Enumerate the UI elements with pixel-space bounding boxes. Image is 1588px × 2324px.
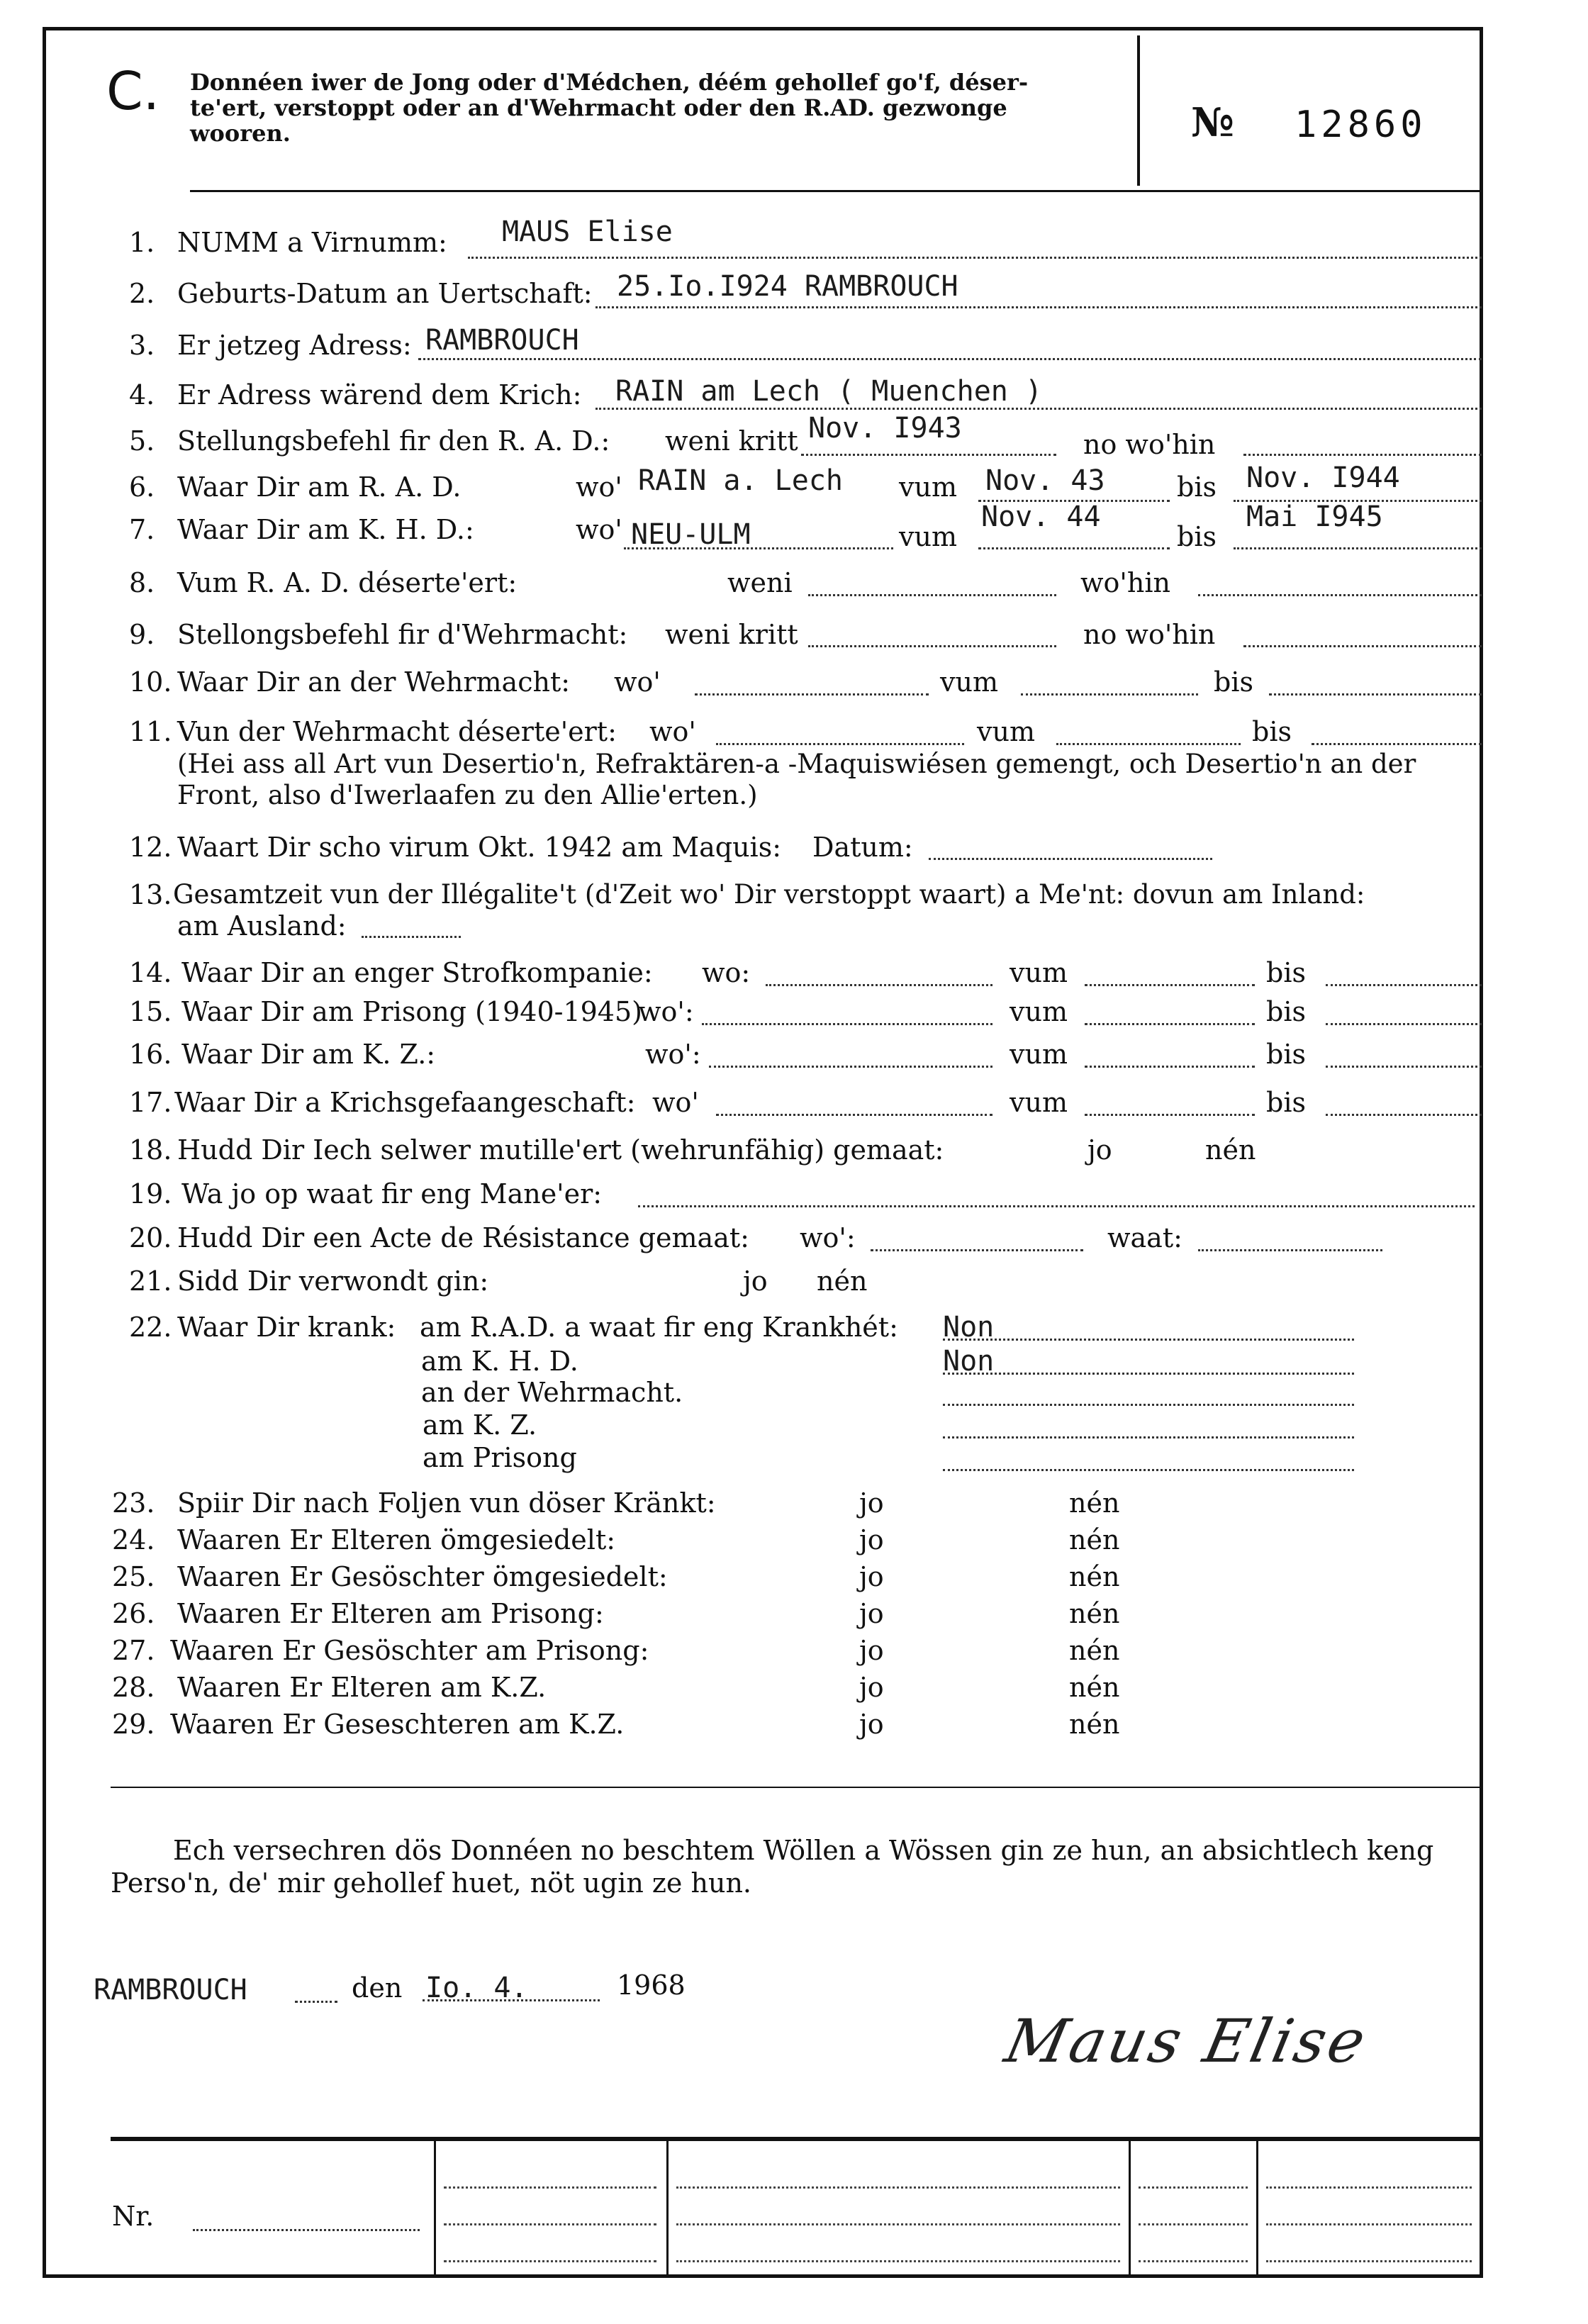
row-22-sub-5-line bbox=[943, 1469, 1354, 1471]
row-24-jo: jo bbox=[859, 1524, 884, 1555]
row-5-weni-value: Nov. I943 bbox=[808, 412, 962, 445]
footer-cell-1-line-1 bbox=[444, 2186, 656, 2189]
row-25-label: Waaren Er Gesöschter ömgesiedelt: bbox=[177, 1561, 668, 1592]
row-22-num: 22. bbox=[129, 1312, 172, 1343]
row-14-num: 14. bbox=[129, 957, 172, 988]
row-26-jo: jo bbox=[859, 1598, 884, 1629]
row-5-label: Stellungsbefehl fir den R. A. D.: bbox=[177, 425, 610, 457]
row-2-line bbox=[596, 306, 1482, 308]
row-4-value: RAIN am Lech ( Muenchen ) bbox=[615, 375, 1043, 408]
signing-den: den bbox=[352, 1972, 403, 2004]
row-21-jo: jo bbox=[743, 1266, 768, 1297]
header-title-line-2: te'ert, verstoppt oder an d'Wehrmacht oder den R.AD. gezwonge bbox=[190, 94, 1007, 121]
row-2-value: 25.Io.I924 RAMBROUCH bbox=[617, 270, 958, 303]
row-5-wohin: no wo'hin bbox=[1083, 429, 1216, 460]
row-11-note-1: (Hei ass all Art vun Desertio'n, Refraktären-a -Maquiswiésen gemengt, och Desertio'n an der bbox=[177, 749, 1416, 779]
row-15-bis: bis bbox=[1266, 996, 1306, 1027]
row-22-sub-4-label: am K. Z. bbox=[423, 1409, 537, 1441]
row-22-sub-2-line bbox=[943, 1373, 1354, 1375]
row-7-vum: vum bbox=[899, 521, 957, 552]
row-20-waat-line bbox=[1198, 1249, 1382, 1251]
row-3-value: RAMBROUCH bbox=[425, 324, 579, 357]
row-14-vum-line bbox=[1085, 984, 1255, 986]
row-1-value: MAUS Elise bbox=[502, 216, 673, 248]
footer-cell-3-line-2 bbox=[1139, 2223, 1248, 2225]
row-2-num: 2. bbox=[129, 278, 155, 309]
row-17-label: Waar Dir a Krichsgefaangeschaft: bbox=[174, 1087, 636, 1118]
row-5-wohin-line bbox=[1243, 454, 1482, 456]
row-3-label: Er jetzeg Adress: bbox=[177, 330, 412, 361]
row-22-label: Waar Dir krank: bbox=[177, 1312, 396, 1343]
row-13-ausland-line bbox=[362, 936, 461, 938]
row-28-label: Waaren Er Elteren am K.Z. bbox=[177, 1672, 547, 1703]
header-title-line-1: Donnéen iwer de Jong oder d'Médchen, déém gehollef go'f, déser- bbox=[190, 69, 1029, 96]
signing-date-line bbox=[423, 1999, 600, 2001]
row-6-label: Waar Dir am R. A. D. bbox=[177, 471, 462, 503]
form-number: 12860 bbox=[1295, 104, 1427, 146]
row-18-num: 18. bbox=[129, 1134, 172, 1166]
signature: Maus Elise bbox=[999, 2006, 1375, 2076]
row-24-num: 24. bbox=[112, 1524, 155, 1555]
row-26-nen: nén bbox=[1069, 1598, 1120, 1629]
row-16-vum: vum bbox=[1010, 1039, 1068, 1070]
row-11-label: Vun der Wehrmacht déserte'ert: bbox=[177, 716, 617, 747]
footer-cell-2-line-2 bbox=[676, 2223, 1120, 2225]
row-9-wohin-line bbox=[1243, 645, 1482, 647]
row-29-jo: jo bbox=[859, 1709, 884, 1740]
signing-place-line bbox=[295, 2001, 337, 2003]
row-5-weni-line bbox=[801, 454, 1056, 456]
row-14-vum: vum bbox=[1010, 957, 1068, 988]
row-1-label: NUMM a Virnumm: bbox=[177, 227, 447, 258]
row-11-bis: bis bbox=[1252, 716, 1292, 747]
row-28-nen: nén bbox=[1069, 1672, 1120, 1703]
row-6-wo: wo' bbox=[576, 471, 622, 503]
footer-cell-4-line-1 bbox=[1266, 2186, 1472, 2189]
row-3-line bbox=[418, 358, 1482, 360]
row-19-line bbox=[638, 1205, 1475, 1207]
signing-date: Io. 4. bbox=[425, 1972, 528, 2004]
row-7-wo-value: NEU-ULM bbox=[631, 518, 751, 551]
row-28-num: 28. bbox=[112, 1672, 155, 1703]
row-29-nen: nén bbox=[1069, 1709, 1120, 1740]
row-17-bis: bis bbox=[1266, 1087, 1306, 1118]
row-20-waat: waat: bbox=[1107, 1222, 1182, 1253]
row-13-num: 13. bbox=[129, 879, 172, 910]
row-29-num: 29. bbox=[112, 1709, 155, 1740]
row-23-nen: nén bbox=[1069, 1487, 1120, 1519]
row-16-wo: wo': bbox=[645, 1039, 701, 1070]
row-25-jo: jo bbox=[859, 1561, 884, 1592]
row-16-bis: bis bbox=[1266, 1039, 1306, 1070]
row-24-label: Waaren Er Elteren ömgesiedelt: bbox=[177, 1524, 616, 1555]
row-15-wo-line bbox=[702, 1023, 992, 1025]
row-20-label: Hudd Dir een Acte de Résistance gemaat: bbox=[177, 1222, 749, 1253]
row-18-nen: nén bbox=[1205, 1134, 1256, 1166]
row-28-jo: jo bbox=[859, 1672, 884, 1703]
footer-nr-line bbox=[193, 2229, 420, 2231]
footer-divider-3 bbox=[1129, 2141, 1131, 2276]
row-29-label: Waaren Er Geseschteren am K.Z. bbox=[170, 1709, 625, 1740]
footer-cell-4-line-2 bbox=[1266, 2223, 1472, 2225]
row-11-bis-line bbox=[1312, 743, 1482, 745]
row-8-num: 8. bbox=[129, 567, 155, 598]
row-9-wohin: no wo'hin bbox=[1083, 619, 1216, 650]
row-8-weni-line bbox=[808, 594, 1056, 596]
row-15-bis-line bbox=[1326, 1023, 1482, 1025]
number-sign: № bbox=[1191, 99, 1234, 146]
row-13-label: Gesamtzeit vun der Illégalite't (d'Zeit wo' Dir verstoppt waart) a Me'nt: dovun am Inland: bbox=[173, 879, 1365, 910]
row-1-num: 1. bbox=[129, 227, 155, 258]
row-11-num: 11. bbox=[129, 716, 172, 747]
row-10-vum: vum bbox=[940, 666, 998, 698]
footer-cell-1-line-3 bbox=[444, 2260, 656, 2262]
row-3-num: 3. bbox=[129, 330, 155, 361]
declaration-line-1: Ech versechren dös Donnéen no beschtem Wöllen a Wössen gin ze hun, an absichtlech keng bbox=[173, 1835, 1434, 1866]
signing-place: RAMBROUCH bbox=[94, 1974, 247, 2006]
row-4-num: 4. bbox=[129, 379, 155, 410]
row-18-label: Hudd Dir Iech selwer mutille'ert (wehrunfähig) gemaat: bbox=[177, 1134, 944, 1166]
row-4-label: Er Adress wärend dem Krich: bbox=[177, 379, 582, 410]
row-7-wo-line bbox=[624, 547, 893, 549]
row-5-weni: weni kritt bbox=[665, 425, 798, 457]
row-6-wo-value: RAIN a. Lech bbox=[638, 464, 843, 497]
row-6-bis-value: Nov. I944 bbox=[1246, 462, 1400, 494]
row-12-num: 12. bbox=[129, 832, 172, 863]
row-6-vum: vum bbox=[899, 471, 957, 503]
header-rule bbox=[190, 190, 1482, 192]
footer-divider-1 bbox=[434, 2141, 436, 2276]
footer-cell-2-line-3 bbox=[676, 2260, 1120, 2262]
row-19-num: 19. bbox=[129, 1178, 172, 1210]
row-12-datum: Datum: bbox=[812, 832, 913, 863]
footer-cell-2-line-1 bbox=[676, 2186, 1120, 2189]
row-17-vum-line bbox=[1085, 1114, 1255, 1116]
row-10-vum-line bbox=[1021, 693, 1198, 695]
row-17-wo: wo' bbox=[652, 1087, 699, 1118]
row-22-sub-1-value: Non bbox=[943, 1311, 995, 1343]
row-15-vum: vum bbox=[1010, 996, 1068, 1027]
row-15-vum-line bbox=[1085, 1023, 1255, 1025]
row-24-nen: nén bbox=[1069, 1524, 1120, 1555]
row-27-jo: jo bbox=[859, 1635, 884, 1666]
row-27-label: Waaren Er Gesöschter am Prisong: bbox=[170, 1635, 649, 1666]
row-17-bis-line bbox=[1326, 1114, 1482, 1116]
row-21-num: 21. bbox=[129, 1266, 172, 1297]
row-9-label: Stellongsbefehl fir d'Wehrmacht: bbox=[177, 619, 628, 650]
row-22-sub-2-value: Non bbox=[943, 1345, 995, 1378]
row-17-num: 17. bbox=[129, 1087, 172, 1118]
row-5-num: 5. bbox=[129, 425, 155, 457]
row-10-bis: bis bbox=[1214, 666, 1253, 698]
row-8-wohin: wo'hin bbox=[1080, 567, 1170, 598]
row-16-label: Waar Dir am K. Z.: bbox=[181, 1039, 436, 1070]
row-10-label: Waar Dir an der Wehrmacht: bbox=[177, 666, 571, 698]
row-2-label: Geburts-Datum an Uertschaft: bbox=[177, 278, 593, 309]
row-11-vum-line bbox=[1056, 743, 1241, 745]
row-27-num: 27. bbox=[112, 1635, 155, 1666]
declaration-rule bbox=[111, 1787, 1482, 1788]
footer-cell-1-line-2 bbox=[444, 2223, 656, 2225]
row-22-sub-1-line bbox=[943, 1339, 1354, 1341]
row-14-wo-line bbox=[766, 984, 992, 986]
row-22-sub-2-label: am K. H. D. bbox=[421, 1346, 578, 1377]
footer-cell-4-line-3 bbox=[1266, 2260, 1472, 2262]
row-8-label: Vum R. A. D. déserte'ert: bbox=[177, 567, 518, 598]
row-10-bis-line bbox=[1269, 693, 1482, 695]
header-divider bbox=[1137, 35, 1140, 186]
row-12-label: Waart Dir scho virum Okt. 1942 am Maquis: bbox=[177, 832, 782, 863]
header-title-line-3: wooren. bbox=[190, 120, 291, 147]
row-14-bis-line bbox=[1326, 984, 1482, 986]
row-15-wo: wo': bbox=[638, 996, 694, 1027]
row-10-wo: wo' bbox=[614, 666, 661, 698]
row-4-line bbox=[596, 408, 1482, 410]
row-21-nen: nén bbox=[817, 1266, 868, 1297]
row-6-vum-value: Nov. 43 bbox=[985, 464, 1105, 497]
declaration-line-2: Perso'n, de' mir gehollef huet, nöt ugin ze hun. bbox=[111, 1867, 752, 1899]
row-22-sub-3-label: an der Wehrmacht. bbox=[421, 1377, 683, 1408]
section-letter: C. bbox=[106, 61, 160, 122]
row-6-num: 6. bbox=[129, 471, 155, 503]
row-11-note-2: Front, also d'Iwerlaafen zu den Allie'erten.) bbox=[177, 780, 758, 810]
row-7-bis-value: Mai I945 bbox=[1246, 501, 1383, 533]
row-22-sub-5-label: am Prisong bbox=[423, 1442, 577, 1473]
footer-divider-2 bbox=[666, 2141, 669, 2276]
row-19-label: Wa jo op waat fir eng Mane'er: bbox=[181, 1178, 603, 1210]
row-20-num: 20. bbox=[129, 1222, 172, 1253]
row-26-num: 26. bbox=[112, 1598, 155, 1629]
row-25-nen: nén bbox=[1069, 1561, 1120, 1592]
row-7-vum-line bbox=[978, 547, 1170, 549]
footer-rule bbox=[111, 2137, 1482, 2141]
row-21-label: Sidd Dir verwondt gin: bbox=[177, 1266, 489, 1297]
row-26-label: Waaren Er Elteren am Prisong: bbox=[177, 1598, 604, 1629]
row-18-jo: jo bbox=[1087, 1134, 1112, 1166]
row-17-wo-line bbox=[716, 1114, 992, 1116]
row-22-sub-3-line bbox=[943, 1404, 1354, 1406]
header-title bbox=[190, 69, 1112, 146]
row-11-wo-line bbox=[716, 743, 964, 745]
row-10-wo-line bbox=[695, 693, 929, 695]
row-11-wo: wo' bbox=[649, 716, 696, 747]
row-16-wo-line bbox=[709, 1066, 992, 1068]
row-7-label: Waar Dir am K. H. D.: bbox=[177, 514, 474, 545]
row-15-label: Waar Dir am Prisong (1940-1945) bbox=[181, 996, 642, 1027]
footer-cell-3-line-1 bbox=[1139, 2186, 1248, 2189]
row-16-num: 16. bbox=[129, 1039, 172, 1070]
row-22-sub-1-label: am R.A.D. a waat fir eng Krankhét: bbox=[420, 1312, 898, 1343]
row-9-weni-line bbox=[808, 645, 1056, 647]
row-23-jo: jo bbox=[859, 1487, 884, 1519]
row-14-label: Waar Dir an enger Strofkompanie: bbox=[181, 957, 653, 988]
row-16-bis-line bbox=[1326, 1066, 1482, 1068]
footer-divider-4 bbox=[1256, 2141, 1258, 2276]
row-8-weni: weni bbox=[727, 567, 793, 598]
row-23-num: 23. bbox=[112, 1487, 155, 1519]
footer-nr-label: Nr. bbox=[112, 2201, 155, 2232]
row-1-line bbox=[468, 257, 1482, 259]
row-16-vum-line bbox=[1085, 1066, 1255, 1068]
row-20-wo: wo': bbox=[800, 1222, 856, 1253]
row-7-bis: bis bbox=[1177, 521, 1217, 552]
row-14-bis: bis bbox=[1266, 957, 1306, 988]
row-7-wo: wo' bbox=[576, 514, 622, 545]
row-8-wohin-line bbox=[1198, 594, 1482, 596]
row-23-label: Spiir Dir nach Foljen vun döser Kränkt: bbox=[177, 1487, 716, 1519]
row-20-wo-line bbox=[871, 1249, 1083, 1251]
row-17-vum: vum bbox=[1010, 1087, 1068, 1118]
row-14-wo: wo: bbox=[702, 957, 751, 988]
row-27-nen: nén bbox=[1069, 1635, 1120, 1666]
row-9-num: 9. bbox=[129, 619, 155, 650]
row-25-num: 25. bbox=[112, 1561, 155, 1592]
row-7-vum-value: Nov. 44 bbox=[981, 501, 1101, 533]
signing-year: 1968 bbox=[617, 1970, 686, 2001]
row-15-num: 15. bbox=[129, 996, 172, 1027]
row-6-bis: bis bbox=[1177, 471, 1217, 503]
row-11-vum: vum bbox=[977, 716, 1035, 747]
row-12-datum-line bbox=[929, 858, 1212, 860]
row-9-weni: weni kritt bbox=[665, 619, 798, 650]
row-10-num: 10. bbox=[129, 666, 172, 698]
row-7-bis-line bbox=[1234, 547, 1482, 549]
row-13-line-2: am Ausland: bbox=[177, 910, 347, 942]
row-22-sub-4-line bbox=[943, 1436, 1354, 1438]
row-7-num: 7. bbox=[129, 514, 155, 545]
footer-cell-3-line-3 bbox=[1139, 2260, 1248, 2262]
